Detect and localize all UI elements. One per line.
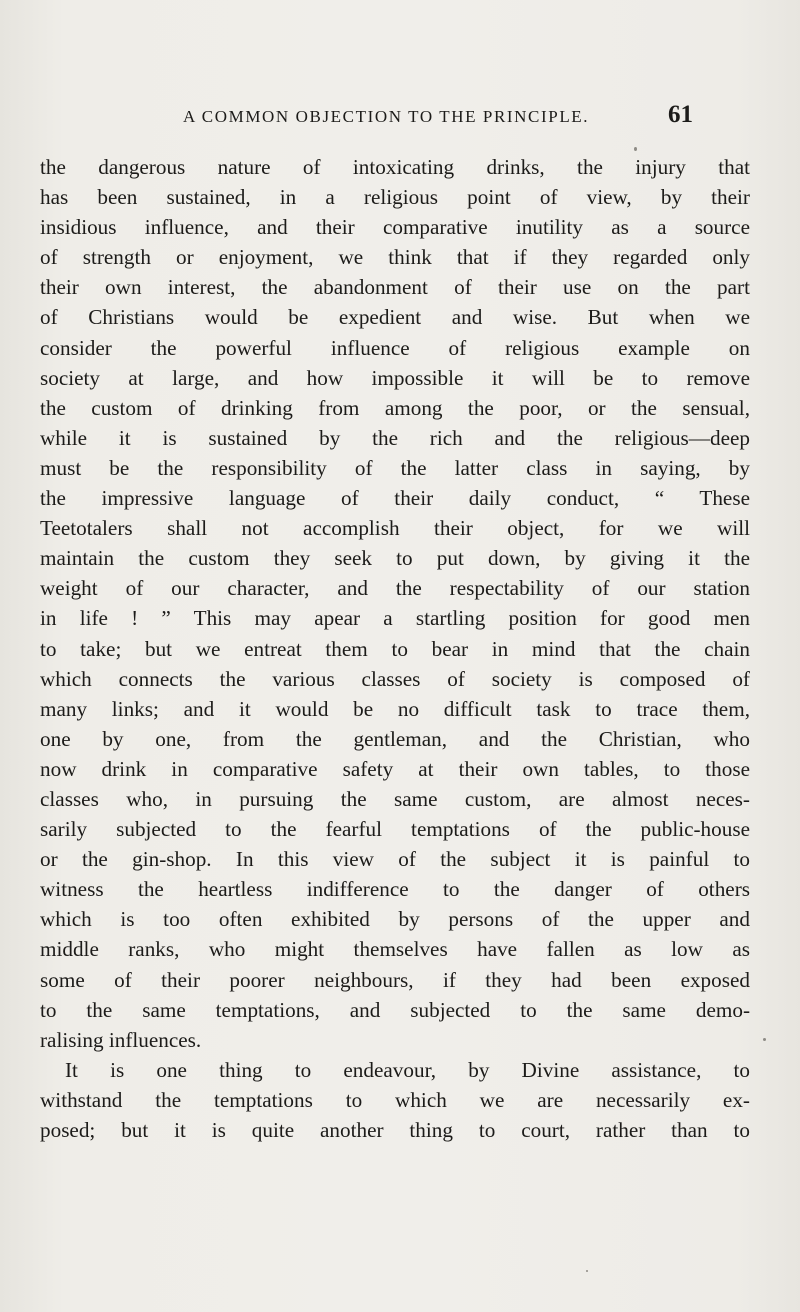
text-line: posed; but it is quite another thing to court, rather than to <box>40 1118 750 1142</box>
running-head: A COMMON OBJECTION TO THE PRINCIPLE. <box>183 107 590 126</box>
text-line: insidious influence, and their comparative inutility as a source <box>40 215 750 240</box>
text-line: the impressive language of their daily conduct, “ These <box>40 486 750 511</box>
text-line: in life ! ” This may apear a startling position for good men <box>40 606 750 631</box>
paragraph-start-line: It is one thing to endeavour, by Divine assistance, to <box>65 1057 750 1082</box>
text-line: consider the powerful influence of religious example on <box>40 335 750 360</box>
text-line: has been sustained, in a religious point of view, by their <box>40 185 750 210</box>
text-line: classes who, in pursuing the same custom, are almost neces- <box>40 786 750 811</box>
text-line: to take; but we entreat them to bear in mind that the chain <box>40 636 750 661</box>
text-line: their own interest, the abandonment of their use on the part <box>40 275 750 300</box>
text-line: maintain the custom they seek to put down, by giving it the <box>40 546 750 571</box>
text-line: weight of our character, and the respectability of our station <box>40 576 750 601</box>
text-line: sarily subjected to the fearful temptations of the public-house <box>40 817 750 842</box>
text-line: of strength or enjoyment, we think that if they regarded only <box>40 245 750 270</box>
text-line: one by one, from the gentleman, and the Christian, who <box>40 726 750 751</box>
paper-speck <box>763 1038 766 1041</box>
text-line: or the gin-shop. In this view of the subject it is painful to <box>40 847 750 872</box>
text-line: now drink in comparative safety at their own tables, to those <box>40 756 750 781</box>
text-line: many links; and it would be no difficult task to trace them, <box>40 696 750 721</box>
text-line: some of their poorer neighbours, if they had been exposed <box>40 967 750 992</box>
text-line: the dangerous nature of intoxicating drinks, the injury that <box>40 155 750 179</box>
paper-speck <box>634 147 637 151</box>
text-line: while it is sustained by the rich and the religious—deep <box>40 425 750 450</box>
text-line: withstand the temptations to which we are necessarily ex- <box>40 1087 750 1112</box>
paragraph-end-line: ralising influences. <box>40 1027 202 1052</box>
text-line: the custom of drinking from among the poor, or the sensual, <box>40 395 750 420</box>
text-line: middle ranks, who might themselves have fallen as low as <box>40 937 750 962</box>
text-line: which connects the various classes of society is composed of <box>40 666 750 691</box>
paper-speck <box>586 1270 588 1272</box>
text-line: must be the responsibility of the latter class in saying, by <box>40 455 750 480</box>
text-line: society at large, and how impossible it will be to remove <box>40 365 750 390</box>
text-line: to the same temptations, and subjected to the same demo- <box>40 997 750 1022</box>
text-line: which is too often exhibited by persons of the upper and <box>40 907 750 932</box>
text-line: of Christians would be expedient and wise. But when we <box>40 305 750 330</box>
text-line: witness the heartless indifference to the danger of others <box>40 877 750 902</box>
body-text <box>40 152 750 1145</box>
text-line: Teetotalers shall not accomplish their object, for we will <box>40 516 750 541</box>
page-number: 61 <box>668 101 693 128</box>
